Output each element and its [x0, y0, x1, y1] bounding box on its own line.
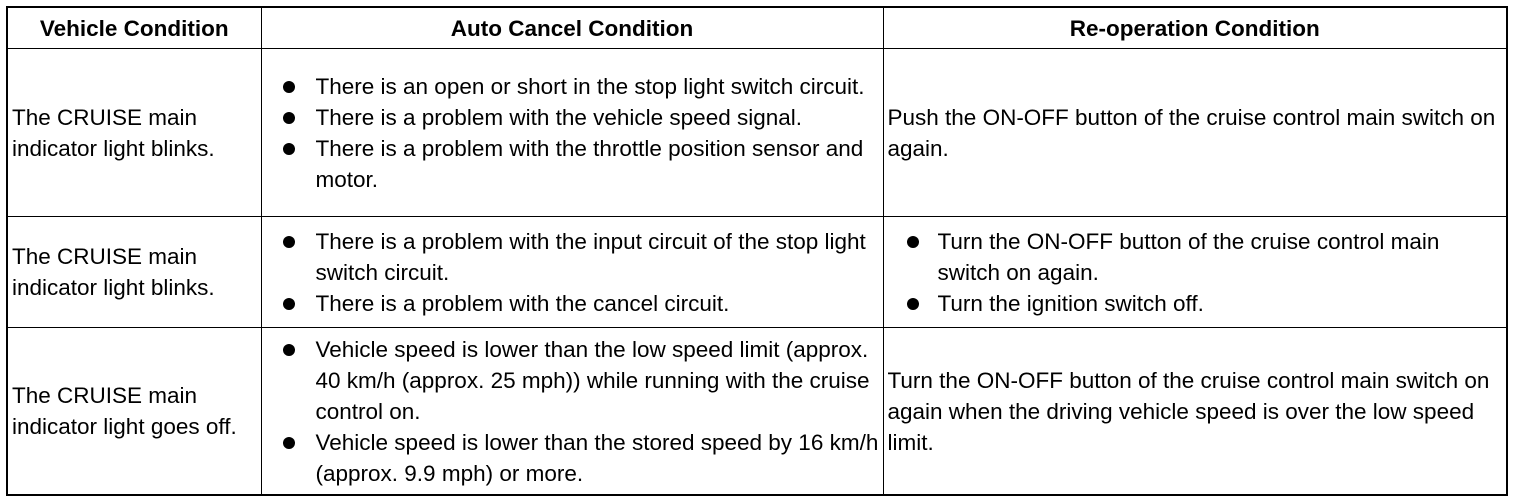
list-item	[884, 226, 1503, 288]
table-row	[7, 49, 1507, 217]
auto-cancel-cell	[261, 328, 883, 496]
bullet-icon	[283, 437, 295, 449]
list-item-text: Turn the ON-OFF button of the cruise control main switch on again.	[937, 228, 1440, 285]
table-row	[7, 328, 1507, 496]
reoperation-cell: Push the ON-OFF button of the cruise control main switch on again.	[883, 49, 1507, 217]
list-item-text: There is a problem with the throttle position sensor and motor.	[315, 135, 864, 192]
header-auto-cancel-condition: Auto Cancel Condition	[261, 7, 883, 49]
auto-cancel-list	[262, 334, 879, 489]
bullet-icon	[283, 236, 295, 248]
list-item	[262, 133, 879, 195]
auto-cancel-cell	[261, 217, 883, 328]
auto-cancel-list	[262, 71, 879, 195]
list-item-text: There is a problem with the input circuit of the stop light switch circuit.	[315, 228, 866, 285]
reoperation-list	[884, 226, 1503, 319]
bullet-icon	[283, 344, 295, 356]
bullet-icon	[907, 298, 919, 310]
vehicle-condition-cell: The CRUISE main indicator light blinks.	[7, 49, 261, 217]
bullet-icon	[907, 236, 919, 248]
bullet-icon	[283, 143, 295, 155]
list-item	[262, 288, 879, 319]
list-item	[262, 102, 879, 133]
vehicle-condition-cell: The CRUISE main indicator light blinks.	[7, 217, 261, 328]
bullet-icon	[283, 298, 295, 310]
header-vehicle-condition: Vehicle Condition	[7, 7, 261, 49]
reoperation-cell: Turn the ON-OFF button of the cruise control main switch on again when the driving vehicle speed is over the low speed limit.	[883, 328, 1507, 496]
vehicle-condition-cell: The CRUISE main indicator light goes off.	[7, 328, 261, 496]
auto-cancel-cell	[261, 49, 883, 217]
bullet-icon	[283, 112, 295, 124]
reoperation-cell	[883, 217, 1507, 328]
cruise-cancel-condition-table	[6, 6, 1508, 496]
table-row	[7, 217, 1507, 328]
auto-cancel-list	[262, 226, 879, 319]
list-item-text: There is a problem with the vehicle speed signal.	[315, 104, 803, 130]
list-item	[262, 226, 879, 288]
list-item	[262, 427, 879, 489]
list-item	[262, 71, 879, 102]
list-item	[262, 334, 879, 427]
table-header-row	[7, 7, 1507, 49]
bullet-icon	[283, 81, 295, 93]
list-item-text: Vehicle speed is lower than the stored speed by 16 km/h (approx. 9.9 mph) or more.	[315, 429, 879, 486]
list-item-text: There is an open or short in the stop light switch circuit.	[315, 73, 865, 99]
header-reoperation-condition: Re-operation Condition	[883, 7, 1507, 49]
list-item-text: Vehicle speed is lower than the low speed limit (approx. 40 km/h (approx. 25 mph)) while running with the cruise control on.	[315, 336, 870, 424]
list-item	[884, 288, 1503, 319]
list-item-text: Turn the ignition switch off.	[937, 290, 1204, 316]
list-item-text: There is a problem with the cancel circuit.	[315, 290, 730, 316]
